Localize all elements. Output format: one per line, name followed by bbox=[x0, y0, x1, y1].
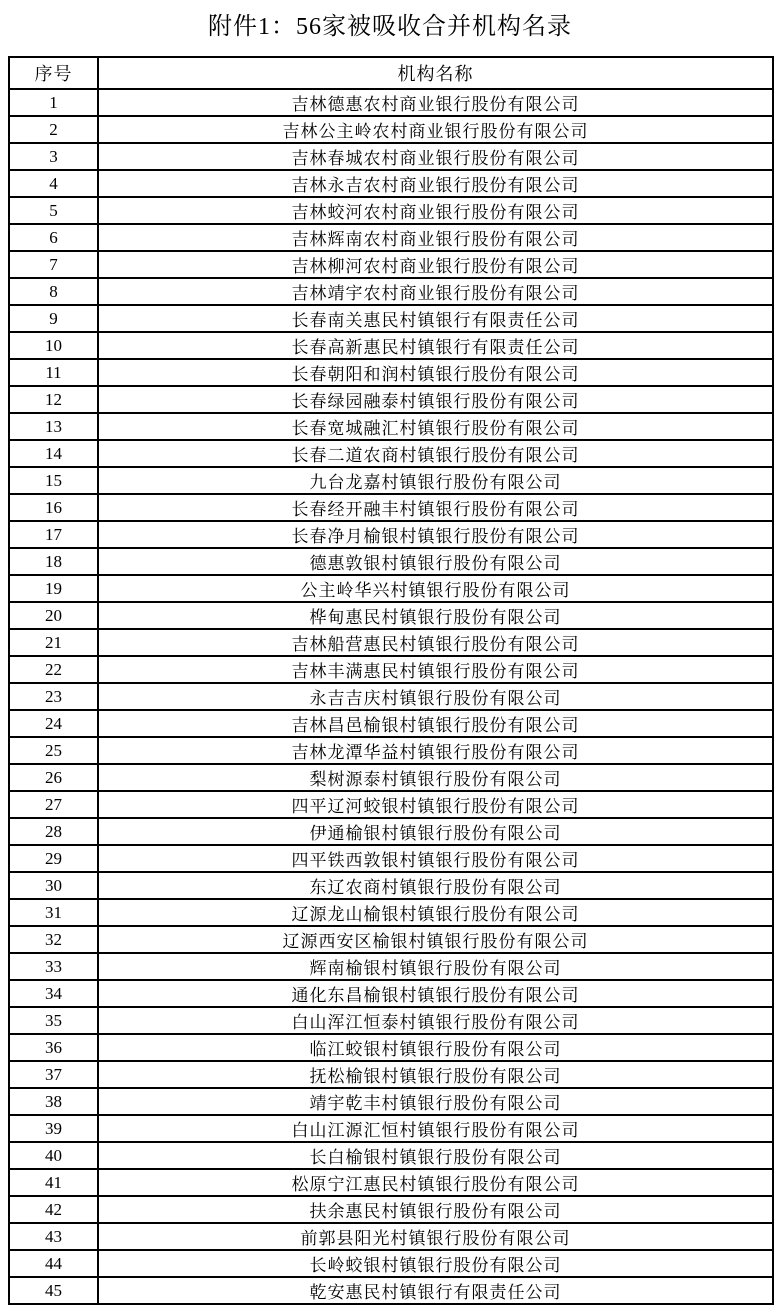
row-institution-name: 临江蛟银村镇银行股份有限公司 bbox=[98, 1034, 773, 1061]
row-serial-number: 41 bbox=[9, 1169, 98, 1196]
row-institution-name: 九台龙嘉村镇银行股份有限公司 bbox=[98, 467, 773, 494]
table-row bbox=[9, 980, 773, 1007]
row-institution-name: 梨树源泰村镇银行股份有限公司 bbox=[98, 764, 773, 791]
table-row bbox=[9, 521, 773, 548]
table-row bbox=[9, 548, 773, 575]
row-institution-name: 长春高新惠民村镇银行有限责任公司 bbox=[98, 332, 773, 359]
row-institution-name: 辽源龙山榆银村镇银行股份有限公司 bbox=[98, 899, 773, 926]
table-row bbox=[9, 359, 773, 386]
table-row bbox=[9, 899, 773, 926]
row-institution-name: 伊通榆银村镇银行股份有限公司 bbox=[98, 818, 773, 845]
table-row bbox=[9, 251, 773, 278]
table-row bbox=[9, 737, 773, 764]
row-institution-name: 通化东昌榆银村镇银行股份有限公司 bbox=[98, 980, 773, 1007]
row-serial-number: 29 bbox=[9, 845, 98, 872]
row-serial-number: 28 bbox=[9, 818, 98, 845]
table-row bbox=[9, 1250, 773, 1277]
row-serial-number: 15 bbox=[9, 467, 98, 494]
table-row bbox=[9, 1088, 773, 1115]
table-row bbox=[9, 1061, 773, 1088]
row-serial-number: 20 bbox=[9, 602, 98, 629]
table-row bbox=[9, 710, 773, 737]
row-institution-name: 吉林丰满惠民村镇银行股份有限公司 bbox=[98, 656, 773, 683]
row-institution-name: 四平铁西敦银村镇银行股份有限公司 bbox=[98, 845, 773, 872]
row-institution-name: 扶余惠民村镇银行股份有限公司 bbox=[98, 1196, 773, 1223]
row-institution-name: 白山江源汇恒村镇银行股份有限公司 bbox=[98, 1115, 773, 1142]
row-serial-number: 4 bbox=[9, 170, 98, 197]
table-row bbox=[9, 467, 773, 494]
row-serial-number: 26 bbox=[9, 764, 98, 791]
row-institution-name: 松原宁江惠民村镇银行股份有限公司 bbox=[98, 1169, 773, 1196]
table-row bbox=[9, 224, 773, 251]
table-row bbox=[9, 1277, 773, 1304]
row-serial-number: 6 bbox=[9, 224, 98, 251]
row-institution-name: 吉林春城农村商业银行股份有限公司 bbox=[98, 143, 773, 170]
header-serial-number: 序号 bbox=[9, 57, 98, 89]
table-row bbox=[9, 791, 773, 818]
table-row bbox=[9, 143, 773, 170]
table-row bbox=[9, 413, 773, 440]
table-row bbox=[9, 89, 773, 116]
row-institution-name: 长春绿园融泰村镇银行股份有限公司 bbox=[98, 386, 773, 413]
table-row bbox=[9, 1196, 773, 1223]
table-row bbox=[9, 656, 773, 683]
row-serial-number: 3 bbox=[9, 143, 98, 170]
row-serial-number: 30 bbox=[9, 872, 98, 899]
table-row bbox=[9, 1007, 773, 1034]
table-row bbox=[9, 629, 773, 656]
row-serial-number: 35 bbox=[9, 1007, 98, 1034]
row-institution-name: 白山浑江恒泰村镇银行股份有限公司 bbox=[98, 1007, 773, 1034]
row-serial-number: 17 bbox=[9, 521, 98, 548]
row-institution-name: 吉林龙潭华益村镇银行股份有限公司 bbox=[98, 737, 773, 764]
row-serial-number: 2 bbox=[9, 116, 98, 143]
row-serial-number: 14 bbox=[9, 440, 98, 467]
row-serial-number: 19 bbox=[9, 575, 98, 602]
row-serial-number: 21 bbox=[9, 629, 98, 656]
row-serial-number: 25 bbox=[9, 737, 98, 764]
row-serial-number: 22 bbox=[9, 656, 98, 683]
row-serial-number: 23 bbox=[9, 683, 98, 710]
table-row bbox=[9, 845, 773, 872]
row-institution-name: 前郭县阳光村镇银行股份有限公司 bbox=[98, 1223, 773, 1250]
table-header bbox=[9, 57, 773, 89]
table-row bbox=[9, 1034, 773, 1061]
row-institution-name: 长春朝阳和润村镇银行股份有限公司 bbox=[98, 359, 773, 386]
row-serial-number: 43 bbox=[9, 1223, 98, 1250]
row-institution-name: 吉林昌邑榆银村镇银行股份有限公司 bbox=[98, 710, 773, 737]
row-institution-name: 长白榆银村镇银行股份有限公司 bbox=[98, 1142, 773, 1169]
row-serial-number: 8 bbox=[9, 278, 98, 305]
row-serial-number: 9 bbox=[9, 305, 98, 332]
row-serial-number: 12 bbox=[9, 386, 98, 413]
table-row bbox=[9, 602, 773, 629]
row-institution-name: 长春二道农商村镇银行股份有限公司 bbox=[98, 440, 773, 467]
table-row bbox=[9, 575, 773, 602]
row-serial-number: 36 bbox=[9, 1034, 98, 1061]
row-institution-name: 东辽农商村镇银行股份有限公司 bbox=[98, 872, 773, 899]
header-institution-name: 机构名称 bbox=[98, 57, 773, 89]
row-institution-name: 靖宇乾丰村镇银行股份有限公司 bbox=[98, 1088, 773, 1115]
table-row bbox=[9, 440, 773, 467]
row-institution-name: 吉林永吉农村商业银行股份有限公司 bbox=[98, 170, 773, 197]
row-serial-number: 24 bbox=[9, 710, 98, 737]
table-row bbox=[9, 305, 773, 332]
row-serial-number: 5 bbox=[9, 197, 98, 224]
row-institution-name: 桦甸惠民村镇银行股份有限公司 bbox=[98, 602, 773, 629]
row-institution-name: 长岭蛟银村镇银行股份有限公司 bbox=[98, 1250, 773, 1277]
row-institution-name: 永吉吉庆村镇银行股份有限公司 bbox=[98, 683, 773, 710]
table-row bbox=[9, 494, 773, 521]
table-row bbox=[9, 926, 773, 953]
table-row bbox=[9, 1169, 773, 1196]
row-serial-number: 10 bbox=[9, 332, 98, 359]
table-row bbox=[9, 170, 773, 197]
table-row bbox=[9, 818, 773, 845]
row-serial-number: 16 bbox=[9, 494, 98, 521]
row-institution-name: 吉林船营惠民村镇银行股份有限公司 bbox=[98, 629, 773, 656]
table-row bbox=[9, 683, 773, 710]
row-serial-number: 34 bbox=[9, 980, 98, 1007]
row-institution-name: 德惠敦银村镇银行股份有限公司 bbox=[98, 548, 773, 575]
row-institution-name: 乾安惠民村镇银行有限责任公司 bbox=[98, 1277, 773, 1304]
row-institution-name: 吉林蛟河农村商业银行股份有限公司 bbox=[98, 197, 773, 224]
row-institution-name: 公主岭华兴村镇银行股份有限公司 bbox=[98, 575, 773, 602]
row-institution-name: 吉林德惠农村商业银行股份有限公司 bbox=[98, 89, 773, 116]
table-row bbox=[9, 278, 773, 305]
page-title: 附件1：56家被吸收合并机构名录 bbox=[208, 14, 572, 40]
row-institution-name: 吉林公主岭农村商业银行股份有限公司 bbox=[98, 116, 773, 143]
table-row bbox=[9, 386, 773, 413]
table-row bbox=[9, 197, 773, 224]
row-institution-name: 长春净月榆银村镇银行股份有限公司 bbox=[98, 521, 773, 548]
table-row bbox=[9, 1223, 773, 1250]
row-serial-number: 38 bbox=[9, 1088, 98, 1115]
table-row bbox=[9, 1115, 773, 1142]
row-serial-number: 11 bbox=[9, 359, 98, 386]
row-institution-name: 四平辽河蛟银村镇银行股份有限公司 bbox=[98, 791, 773, 818]
row-institution-name: 抚松榆银村镇银行股份有限公司 bbox=[98, 1061, 773, 1088]
row-institution-name: 辉南榆银村镇银行股份有限公司 bbox=[98, 953, 773, 980]
table-body bbox=[9, 89, 773, 1304]
table-row bbox=[9, 116, 773, 143]
row-serial-number: 7 bbox=[9, 251, 98, 278]
row-serial-number: 13 bbox=[9, 413, 98, 440]
row-institution-name: 吉林柳河农村商业银行股份有限公司 bbox=[98, 251, 773, 278]
row-serial-number: 40 bbox=[9, 1142, 98, 1169]
row-institution-name: 长春南关惠民村镇银行有限责任公司 bbox=[98, 305, 773, 332]
row-serial-number: 31 bbox=[9, 899, 98, 926]
row-serial-number: 18 bbox=[9, 548, 98, 575]
header-row bbox=[9, 57, 773, 89]
row-serial-number: 45 bbox=[9, 1277, 98, 1304]
table-row bbox=[9, 872, 773, 899]
row-institution-name: 长春宽城融汇村镇银行股份有限公司 bbox=[98, 413, 773, 440]
row-serial-number: 39 bbox=[9, 1115, 98, 1142]
row-institution-name: 吉林辉南农村商业银行股份有限公司 bbox=[98, 224, 773, 251]
row-serial-number: 37 bbox=[9, 1061, 98, 1088]
row-institution-name: 辽源西安区榆银村镇银行股份有限公司 bbox=[98, 926, 773, 953]
row-institution-name: 吉林靖宇农村商业银行股份有限公司 bbox=[98, 278, 773, 305]
row-serial-number: 42 bbox=[9, 1196, 98, 1223]
row-institution-name: 长春经开融丰村镇银行股份有限公司 bbox=[98, 494, 773, 521]
table-row bbox=[9, 764, 773, 791]
row-serial-number: 44 bbox=[9, 1250, 98, 1277]
row-serial-number: 32 bbox=[9, 926, 98, 953]
row-serial-number: 33 bbox=[9, 953, 98, 980]
table-row bbox=[9, 953, 773, 980]
row-serial-number: 1 bbox=[9, 89, 98, 116]
table-row bbox=[9, 1142, 773, 1169]
institution-table bbox=[8, 56, 774, 1305]
table-row bbox=[9, 332, 773, 359]
row-serial-number: 27 bbox=[9, 791, 98, 818]
